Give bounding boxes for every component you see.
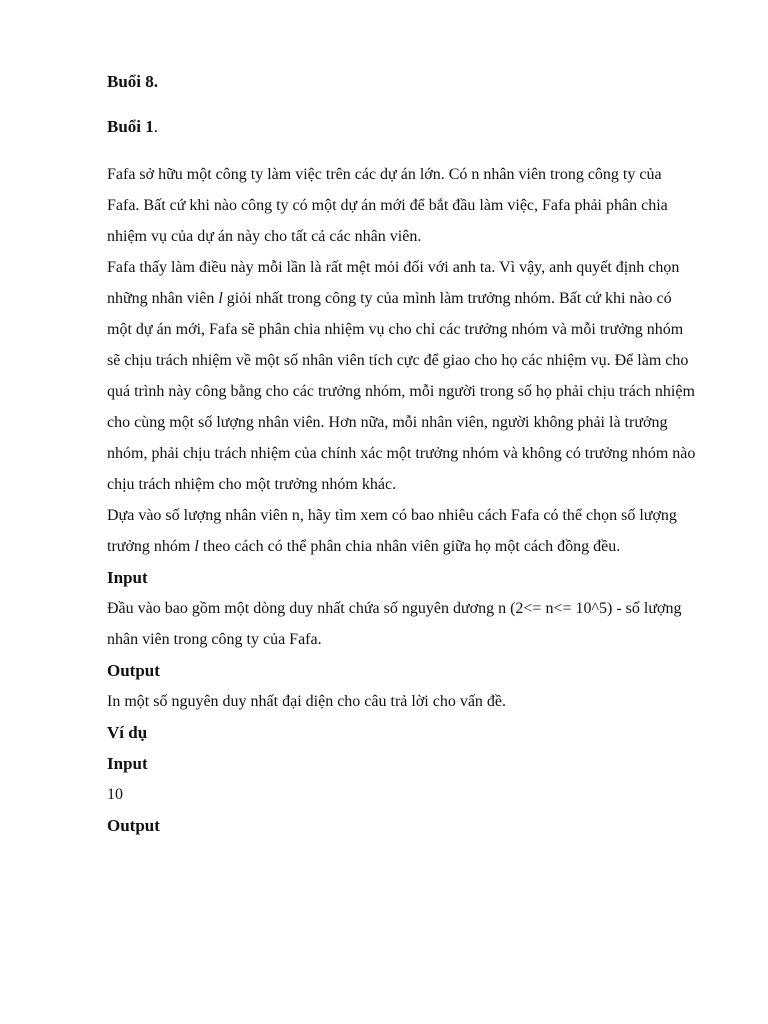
example-heading: Ví dụ	[107, 723, 148, 742]
variable-l: l	[218, 290, 223, 307]
team-leader-text-a: Fafa thấy làm điều này mỗi lần là rất mệt mỏi đối với anh ta. Vì vậy, anh quyết định chọn những nhân viên	[107, 259, 680, 307]
team-leader-paragraph	[107, 252, 697, 500]
document-page	[107, 71, 697, 841]
team-leader-text-b: giỏi nhất trong công ty của mình làm trưởng nhóm. Bất cứ khi nào có một dự án mới, Fafa sẽ phân chia nhiệm vụ cho chỉ các trưởng nhóm và mỗi trưởng nhóm sẽ chịu trách nhiệm về một số nhân viên tích cực để giao cho họ các nhiệm vụ. Để làm cho quá trình này công bằng cho các trưởng nhóm, mỗi người trong số họ phải chịu trách nhiệm cho cùng một số lượng nhân viên. Hơn nữa, mỗi nhân viên, người không phải là trưởng nhóm, phải chịu trách nhiệm của chính xác một trưởng nhóm và không có trưởng nhóm nào chịu trách nhiệm cho một trưởng nhóm khác.	[107, 290, 696, 493]
session-1-heading	[107, 116, 697, 138]
input-heading: Input	[107, 568, 148, 587]
intro-paragraph: Fafa sở hữu một công ty làm việc trên các dự án lớn. Có n nhân viên trong công ty của Fafa. Bất cứ khi nào công ty có một dự án mới để bắt đầu làm việc, Fafa phải phân chia nhiệm vụ của dự án này cho tất cả các nhân viên.	[107, 166, 668, 245]
output-heading: Output	[107, 661, 160, 680]
example-output-heading: Output	[107, 816, 160, 835]
session-1-title-period: .	[153, 117, 159, 136]
example-input-value: 10	[107, 786, 123, 803]
session-8-heading: Buổi 8.	[107, 72, 159, 91]
task-text-a: Dựa vào số lượng nhân viên n, hãy tìm xem có bao nhiêu cách Fafa có thể chọn số lượng trưởng nhóm	[107, 507, 677, 555]
example-input-heading: Input	[107, 754, 148, 773]
task-text-b: theo cách có thể phân chia nhân viên giữa họ một cách đồng đều.	[198, 538, 621, 555]
variable-l-2: l	[194, 538, 199, 555]
session-1-title: Buổi 1	[107, 117, 154, 136]
task-paragraph	[107, 500, 697, 562]
output-description: In một số nguyên duy nhất đại diện cho câu trả lời cho vấn đề.	[107, 693, 507, 710]
input-description: Đầu vào bao gồm một dòng duy nhất chứa số nguyên dương n (2<= n<= 10^5) - số lượng nhân viên trong công ty của Fafa.	[107, 600, 682, 648]
